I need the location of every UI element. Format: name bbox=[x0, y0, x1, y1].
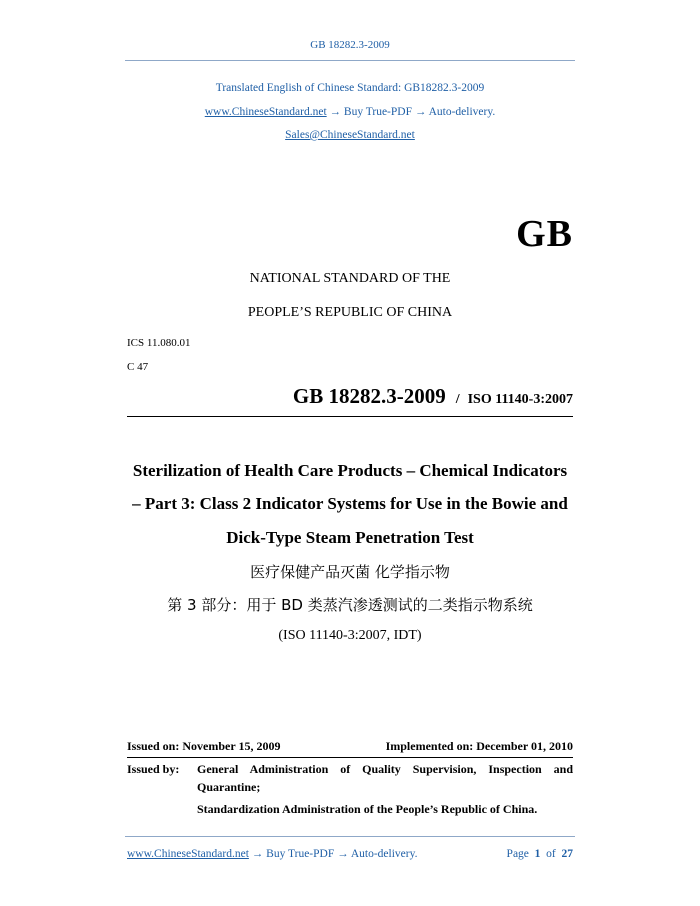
footer-divider bbox=[125, 836, 575, 837]
translation-notice: Translated English of Chinese Standard: GB18282.3-2009 bbox=[215, 82, 485, 94]
issued-by-line-3: Standardization Administration of the People’s Republic of China. bbox=[197, 802, 538, 816]
issue-divider bbox=[127, 757, 573, 758]
standard-divider bbox=[127, 416, 573, 417]
purchase-line bbox=[0, 106, 700, 118]
page-total: 27 bbox=[561, 848, 573, 860]
gb-number: GB 18282.3-2009 bbox=[292, 384, 446, 408]
purchase-text: → Buy True-PDF → Auto-delivery. bbox=[326, 106, 496, 118]
issued-by-line-1: General Administration of Quality Supervision, Inspection and bbox=[197, 762, 573, 776]
chinese-title-1: 医疗保健产品灭菌 化学指示物 bbox=[250, 563, 450, 581]
footer-site-link[interactable]: www.ChineseStandard.net bbox=[127, 848, 249, 860]
running-header: GB 18282.3-2009 bbox=[310, 39, 390, 51]
title-line-1: Sterilization of Health Care Products – Chemical Indicators bbox=[132, 461, 568, 480]
issued-on: Issued on: November 15, 2009 bbox=[127, 739, 281, 753]
issued-by-label: Issued by: bbox=[127, 762, 180, 776]
issued-by-line-2: Quarantine; bbox=[197, 780, 261, 794]
standard-number bbox=[293, 384, 573, 409]
site-link[interactable]: www.ChineseStandard.net bbox=[204, 106, 327, 118]
chinese-title-2: 第 3 部分：用于 BD 类蒸汽渗透测试的二类指示物系统 bbox=[167, 596, 533, 614]
ics-code: ICS 11.080.01 bbox=[127, 337, 191, 349]
national-standard-line1: NATIONAL STANDARD OF THE bbox=[249, 271, 451, 286]
iso-equivalence: (ISO 11140-3:2007, IDT) bbox=[278, 628, 422, 643]
email-line bbox=[0, 129, 700, 141]
implemented-on: Implemented on: December 01, 2010 bbox=[385, 739, 573, 753]
page-number: 1 bbox=[534, 848, 541, 860]
page-label: Page bbox=[506, 848, 529, 860]
header-divider bbox=[125, 60, 575, 61]
page-indicator bbox=[507, 848, 573, 860]
title-line-3: Dick-Type Steam Penetration Test bbox=[226, 528, 474, 547]
footer-purchase-text: → Buy True-PDF → Auto-delivery. bbox=[248, 848, 418, 860]
title-line-2: – Part 3: Class 2 Indicator Systems for Use in the Bowie and bbox=[132, 494, 568, 513]
national-standard-line2: PEOPLE’S REPUBLIC OF CHINA bbox=[247, 305, 453, 320]
gb-mark: GB bbox=[516, 213, 573, 255]
email-link[interactable]: Sales@ChineseStandard.net bbox=[285, 129, 415, 141]
iso-number: ISO 11140-3:2007 bbox=[467, 392, 573, 407]
classification-code: C 47 bbox=[127, 361, 149, 373]
number-separator: / bbox=[455, 392, 460, 407]
of-label: of bbox=[546, 848, 556, 860]
footer-links bbox=[127, 848, 417, 860]
